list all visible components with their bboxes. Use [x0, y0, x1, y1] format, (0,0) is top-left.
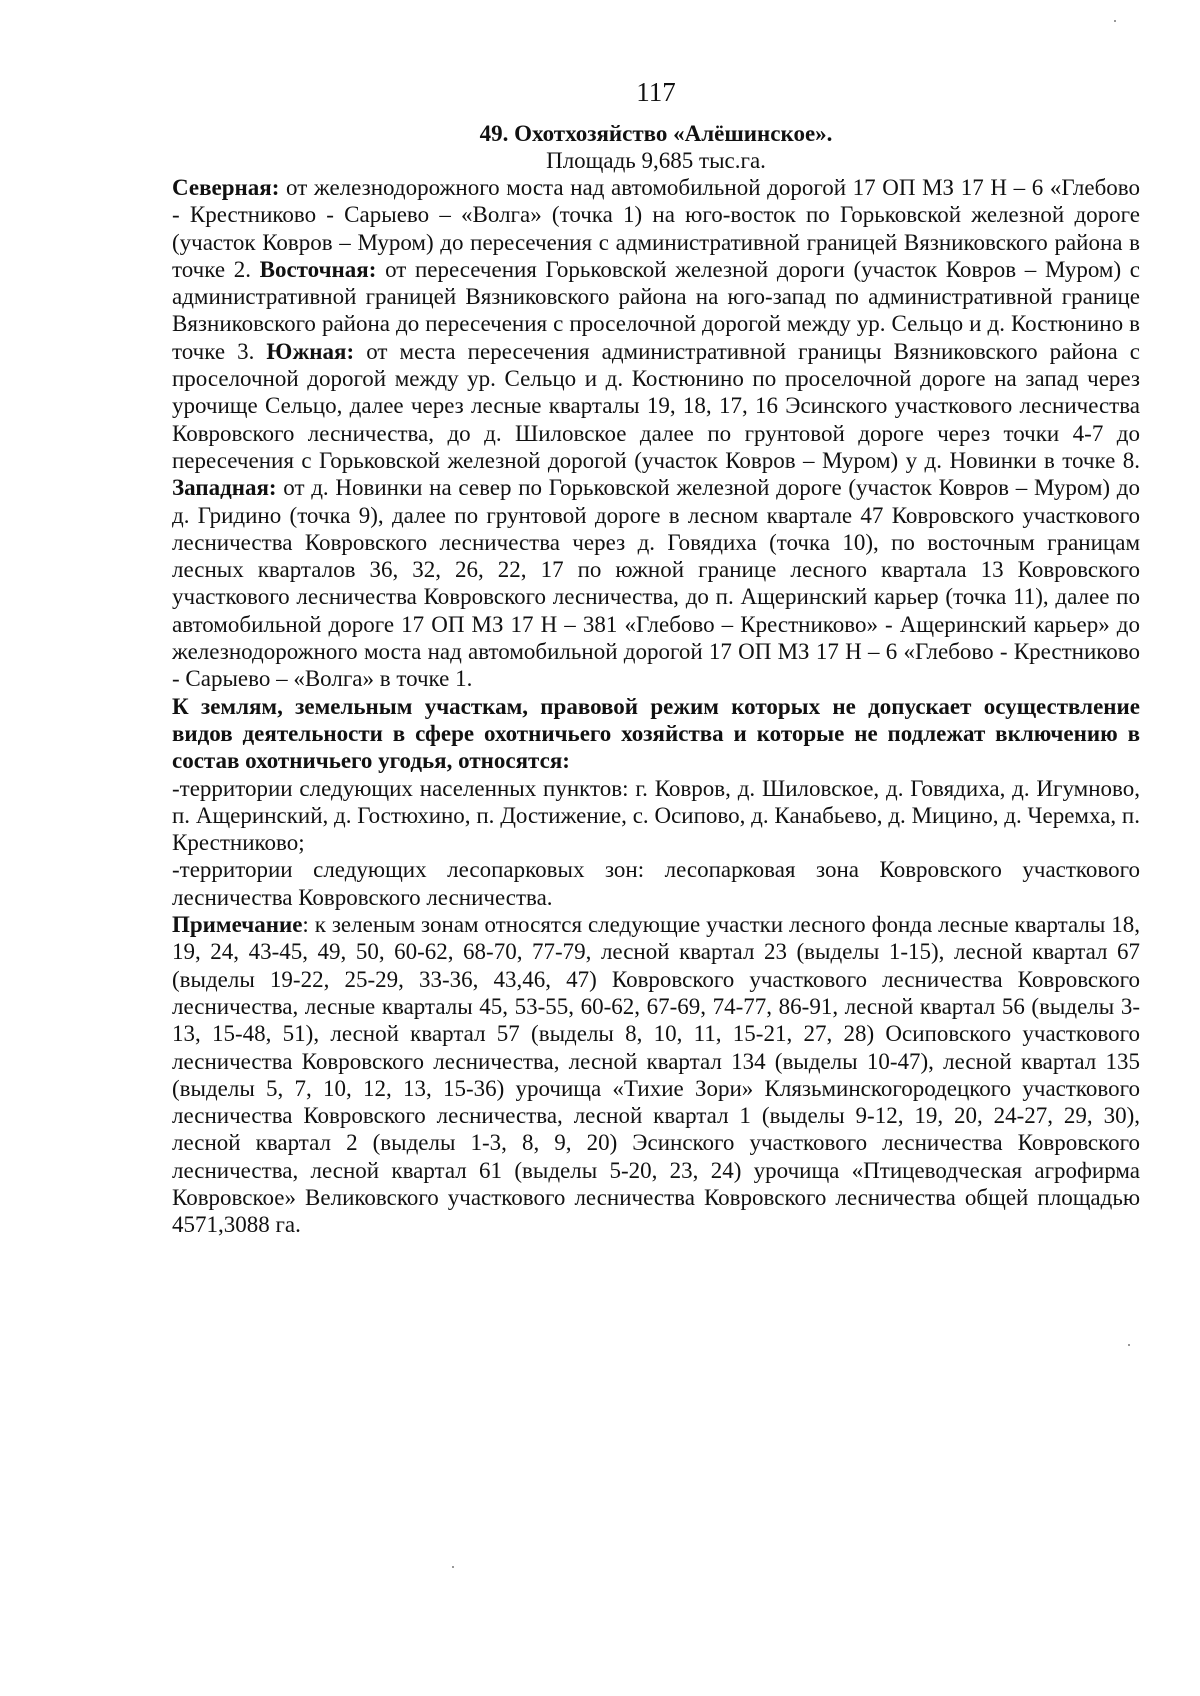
area-line: Площадь 9,685 тыс.га. — [546, 148, 766, 173]
note-paragraph — [172, 911, 1140, 1239]
north-text: от железнодорожного моста над автомобильной дорогой 17 ОП МЗ 17 Н – 6 «Глебово - Крестниково - Сарыево – «Волга» (точка 1) на юго-восток по Горьковской железной дороге (участок Ковров – Муром) до пересечения с административной границей Вязниковского района в точке 2. — [172, 175, 1140, 282]
boundaries-paragraph — [172, 174, 1140, 693]
west-label: Западная: — [172, 475, 277, 501]
exclusions-heading: К землям, земельным участкам, правовой режим которых не допускает осуществление видов деятельности в сфере охотничьего хозяйства и которые не подлежат включению в состав охотничьего угодья, относятся: — [172, 693, 1140, 774]
page-number: 117 — [636, 77, 676, 107]
south-text: от места пересечения административной границы Вязниковского района с проселочной дорогой между ур. Сельцо и д. Костюнино по проселочной дороге на запад через урочище Сельцо, далее через лесные кварталы 19, 18, 17, 16 Эсинского участкового лесничества Ковровского лесничества, до д. Шиловское далее по грунтовой дороге через точки 4-7 до пересечения с Горьковской железной дорогой (участок Ковров – Муром) у д. Новинки в точке 8. — [172, 338, 1140, 473]
north-label: Северная: — [172, 175, 280, 200]
note-text: : к зеленым зонам относятся следующие участки лесного фонда лесные кварталы 18, 19, 24, 43-45, 49, 50, 60-62, 68-70, 77-79, лесной квартал 23 (выделы 1-15), лесной квартал 67 (выделы 19-22, 25-29, 33-36, 43,46, 47) Ковровского участкового лесничества Ковровского лесничества, лесные кварталы 45, 53-55, 60-62, 67-69, 74-77, 86-91, лесной квартал 56 (выделы 3-13, 15-48, 51), лесной квартал 57 (выделы 8, 10, 11, 15-21, 27, 28) Осиповского участкового лесничества Ковровского лесничества, лесной квартал 134 (выделы 10-47), лесной квартал 135 (выделы 5, 7, 10, 12, 13, 15-36) урочища «Тихие Зори» Клязьминскогородецкого участкового лесничества Ковровского лесничества, лесной квартал 1 (выделы 9-12, 19, 20, 24-27, 29, 30), лесной квартал 2 (выделы 1-3, 8, 9, 20) Эсинского участкового лесничества Ковровского лесничества, лесной квартал 61 (выделы 5-20, 23, 24) урочища «Птицеводческая агрофирма Ковровское» Великовского участкового лесничества Ковровского лесничества общей площадью 4571,3088 га. — [172, 912, 1140, 1238]
scan-speck — [452, 1566, 454, 1568]
east-label: Восточная: — [259, 256, 377, 282]
west-text: от д. Новинки на север по Горьковской железной дороге (участок Ковров – Муром) до д. Гридино (точка 9), далее по грунтовой дороге в лесном квартале 47 Ковровского участкового лесничества Ковровского лесничества через д. Говядиха (точка 10), по восточным границам лесных кварталов 36, 32, 26, 22, 17 по южной границе лесного квартала 13 Ковровского участкового лесничества Ковровского лесничества, до п. Ащеринский карьер (точка 11), далее по автомобильной дороге 17 ОП МЗ 17 Н – 381 «Глебово – Крестниково» - Ащеринский карьер» до железнодорожного моста над автомобильной дорогой 17 ОП МЗ 17 Н – 6 «Глебово - Крестниково - Сарыево – «Волга» в точке 1. — [172, 475, 1140, 692]
east-text: от пересечения Горьковской железной дороги (участок Ковров – Муром) с административной границей Вязниковского района на юго-запад по административной границе Вязниковского района до пересечения с проселочной дорогой между ур. Сельцо и д. Костюнино в точке 3. — [172, 256, 1141, 364]
scan-speck — [1114, 20, 1116, 22]
note-label: Примечание — [172, 912, 303, 938]
section-title: 49. Охотхозяйство «Алёшинское». — [479, 121, 833, 146]
document-page — [172, 70, 1140, 1239]
exclusion-settlements: -территории следующих населенных пунктов: г. Ковров, д. Шиловское, д. Говядиха, д. Игумново, п. Ащеринский, д. Гостюхино, п. Достижение, с. Осипово, д. Канабьево, д. Мицино, д. Черемха, п. Крестниково; — [172, 775, 1140, 856]
scan-speck — [1128, 1344, 1130, 1346]
exclusion-forest-parks: -территории следующих лесопарковых зон: лесопарковая зона Ковровского участкового лесничества Ковровского лесничества. — [172, 857, 1140, 910]
south-label: Южная: — [266, 338, 355, 364]
